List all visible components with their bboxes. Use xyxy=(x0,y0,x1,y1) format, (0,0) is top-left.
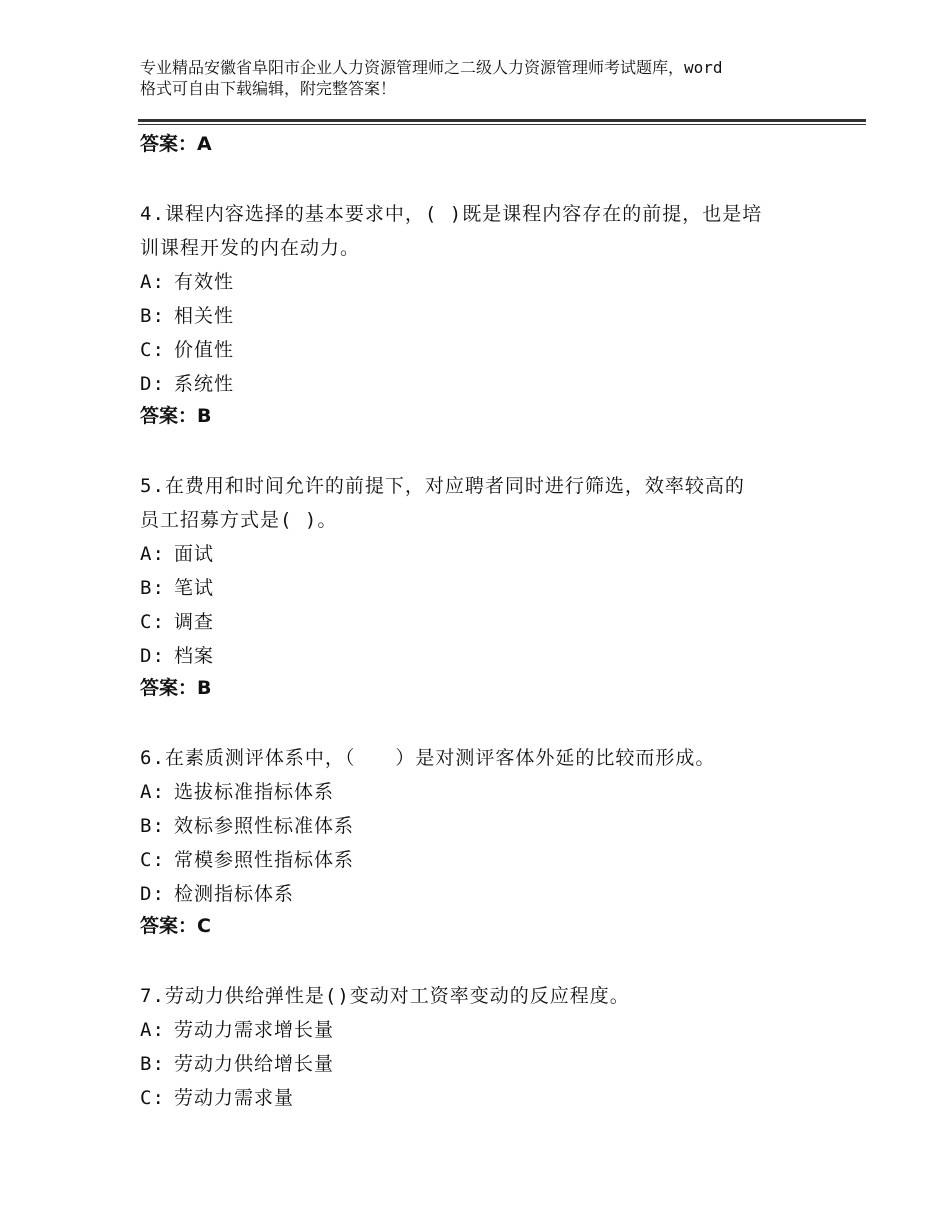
option-letter: D: xyxy=(140,883,165,905)
question-4-option-b xyxy=(140,299,840,333)
option-text: 面试 xyxy=(174,543,215,565)
option-letter: B: xyxy=(140,305,165,327)
question-6-answer: 答案：C xyxy=(140,915,211,937)
option-letter: B: xyxy=(140,577,165,599)
option-letter: C: xyxy=(140,1087,165,1109)
header-divider-thick xyxy=(138,119,866,122)
option-text: 选拔标准指标体系 xyxy=(174,781,335,803)
question-5-answer: 答案：B xyxy=(140,677,212,699)
option-text: 系统性 xyxy=(174,373,235,395)
question-4-answer: 答案：B xyxy=(140,405,212,427)
option-text: 劳动力需求量 xyxy=(174,1087,295,1109)
question-list xyxy=(140,129,840,1115)
option-letter: B: xyxy=(140,815,165,837)
question-5-text-line-1: 5.在费用和时间允许的前提下，对应聘者同时进行筛选，效率较高的 xyxy=(140,475,745,497)
option-text: 相关性 xyxy=(174,305,235,327)
previous-answer: 答案：A xyxy=(140,133,212,155)
option-text: 档案 xyxy=(174,645,215,667)
header-title-line-2: 格式可自由下载编辑，附完整答案！ xyxy=(140,79,397,98)
question-6-text-line-1: 6.在素质测评体系中，（ ）是对测评客体外延的比较而形成。 xyxy=(140,747,716,769)
question-7-text-line-1: 7.劳动力供给弹性是()变动对工资率变动的反应程度。 xyxy=(140,985,630,1007)
question-6-option-a xyxy=(140,775,840,809)
option-letter: A: xyxy=(140,1019,165,1041)
question-6-option-c xyxy=(140,843,840,877)
option-text: 有效性 xyxy=(174,271,235,293)
question-4-option-d xyxy=(140,367,840,401)
question-6-option-d xyxy=(140,877,840,911)
question-5-text-line-2: 员工招募方式是( )。 xyxy=(140,509,338,531)
option-letter: D: xyxy=(140,645,165,667)
question-7-option-c xyxy=(140,1081,840,1115)
option-letter: C: xyxy=(140,339,165,361)
question-5 xyxy=(140,469,840,703)
question-7-option-a xyxy=(140,1013,840,1047)
option-text: 劳动力供给增长量 xyxy=(174,1053,335,1075)
header-divider-thin xyxy=(138,124,866,125)
option-text: 劳动力需求增长量 xyxy=(174,1019,335,1041)
question-7-option-b xyxy=(140,1047,840,1081)
option-text: 调查 xyxy=(174,611,215,633)
option-letter: B: xyxy=(140,1053,165,1075)
question-4-text-line-1: 4.课程内容选择的基本要求中，( )既是课程内容存在的前提，也是培 xyxy=(140,203,763,225)
question-4 xyxy=(140,197,840,431)
question-5-option-b xyxy=(140,571,840,605)
option-text: 价值性 xyxy=(174,339,235,361)
header-title-line-1: 专业精品安徽省阜阳市企业人力资源管理师之二级人力资源管理师考试题库，word xyxy=(140,58,723,77)
option-letter: A: xyxy=(140,781,165,803)
question-4-text-line-2: 训课程开发的内在动力。 xyxy=(140,237,361,259)
question-7 xyxy=(140,979,840,1115)
option-text: 检测指标体系 xyxy=(174,883,295,905)
option-letter: A: xyxy=(140,543,165,565)
option-letter: A: xyxy=(140,271,165,293)
option-text: 笔试 xyxy=(174,577,215,599)
question-5-option-d xyxy=(140,639,840,673)
option-text: 常模参照性指标体系 xyxy=(174,849,355,871)
question-5-option-c xyxy=(140,605,840,639)
question-4-option-a xyxy=(140,265,840,299)
document-header xyxy=(140,57,840,99)
option-letter: C: xyxy=(140,849,165,871)
option-letter: C: xyxy=(140,611,165,633)
question-4-option-c xyxy=(140,333,840,367)
option-text: 效标参照性标准体系 xyxy=(174,815,355,837)
option-letter: D: xyxy=(140,373,165,395)
question-5-option-a xyxy=(140,537,840,571)
question-6 xyxy=(140,741,840,941)
question-6-option-b xyxy=(140,809,840,843)
